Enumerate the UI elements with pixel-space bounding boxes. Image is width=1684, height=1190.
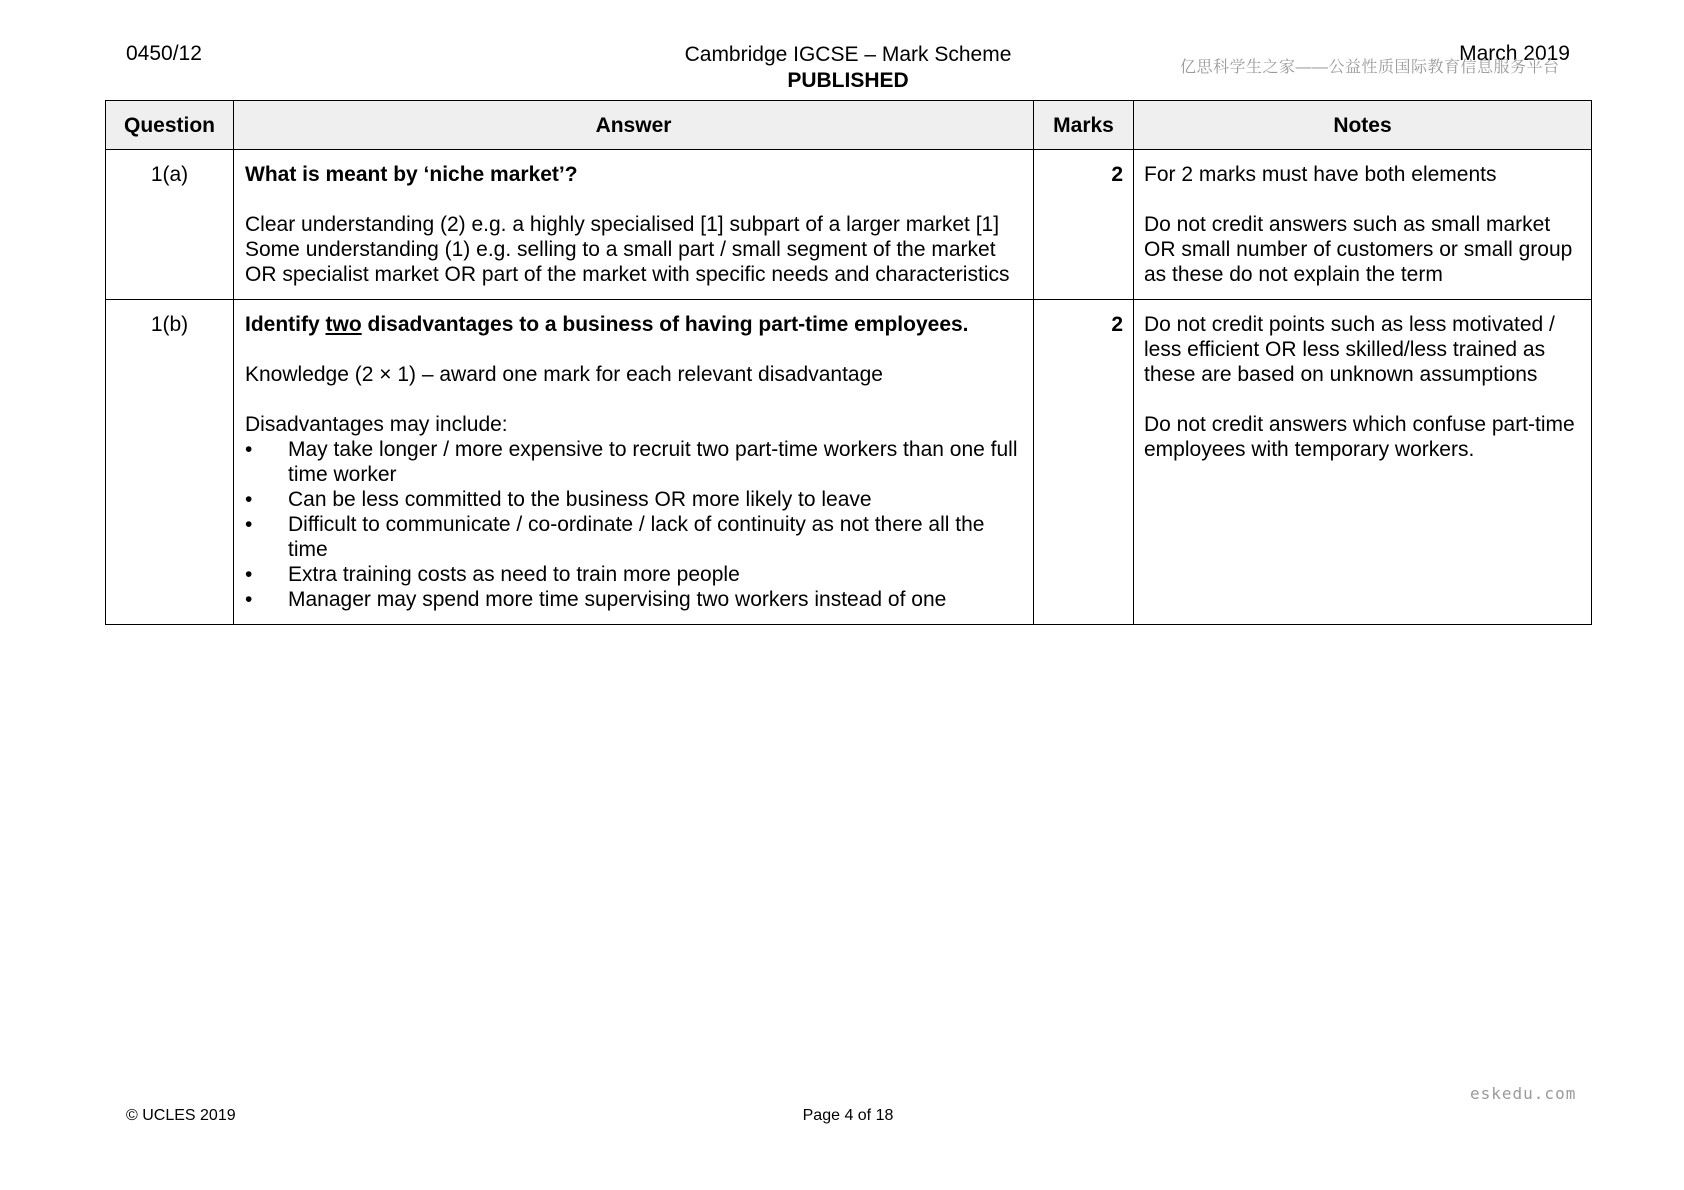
question-prompt — [245, 312, 1023, 337]
published-label: PUBLISHED — [787, 69, 909, 92]
answer-cell — [234, 300, 1034, 625]
watermark-top: 亿思科学生之家——公益性质国际教育信息服务平台 — [1180, 59, 1560, 76]
copyright: © UCLES 2019 — [126, 1107, 236, 1124]
question-prompt: What is meant by ‘niche market’? — [245, 163, 578, 186]
notes-cell — [1134, 150, 1592, 300]
list-item-text: Can be less committed to the business OR more likely to leave — [288, 488, 872, 511]
header-question: Question — [106, 101, 234, 150]
prompt-part: disadvantages to a business of having part-time employees. — [361, 313, 969, 336]
paper-code: 0450/12 — [126, 42, 202, 65]
watermark-bottom: eskedu.com — [1470, 1084, 1577, 1103]
bullet-icon: • — [245, 488, 253, 511]
table-row — [106, 300, 1592, 625]
list-item-text: May take longer / more expensive to recruit two part-time workers than one full time worker — [288, 438, 1018, 486]
document-title: Cambridge IGCSE – Mark Scheme — [684, 43, 1012, 66]
note-line: Do not credit answers such as small market OR small number of customers or small group as these do not explain the term — [1144, 213, 1573, 286]
prompt-part: Identify — [245, 313, 326, 336]
question-number: 1(b) — [106, 300, 234, 625]
list-item-text: Difficult to communicate / co-ordinate / lack of continuity as not there all the time — [288, 513, 985, 561]
bullet-icon: • — [245, 438, 253, 461]
list-item — [245, 562, 1023, 587]
question-number: 1(a) — [106, 150, 234, 300]
notes-cell — [1134, 300, 1592, 625]
knowledge-line: Knowledge (2 × 1) – award one mark for each relevant disadvantage — [245, 363, 883, 386]
table-row — [106, 150, 1592, 300]
answer-line: Clear understanding (2) e.g. a highly specialised [1] subpart of a larger market [1] — [245, 213, 1000, 236]
note-line: Do not credit answers which confuse part-time employees with temporary workers. — [1144, 413, 1575, 461]
bullet-icon: • — [245, 513, 253, 536]
bullet-icon: • — [245, 563, 253, 586]
disadvantages-list — [245, 437, 1023, 612]
mark-scheme-table — [105, 100, 1592, 625]
page-number: Page 4 of 18 — [802, 1107, 894, 1124]
table-header-row — [106, 101, 1592, 150]
answer-line: Some understanding (1) e.g. selling to a small part / small segment of the market OR specialist market OR part of the market with specific needs and characteristics — [245, 238, 1010, 286]
list-intro: Disadvantages may include: — [245, 413, 508, 436]
note-line: For 2 marks must have both elements — [1144, 163, 1497, 186]
list-item-text: Manager may spend more time supervising two workers instead of one — [288, 588, 947, 611]
note-line: Do not credit points such as less motivated / less efficient OR less skilled/less trained as these are based on unknown assumptions — [1144, 313, 1555, 386]
exam-date: March 2019 — [1459, 42, 1570, 65]
header-answer: Answer — [234, 101, 1034, 150]
document-title-block — [600, 42, 1096, 94]
header-marks: Marks — [1034, 101, 1134, 150]
marks-value: 2 — [1034, 150, 1134, 300]
header-notes: Notes — [1134, 101, 1592, 150]
list-item — [245, 512, 1023, 562]
answer-cell — [234, 150, 1034, 300]
list-item — [245, 587, 1023, 612]
marks-value: 2 — [1034, 300, 1134, 625]
list-item — [245, 437, 1023, 487]
list-item-text: Extra training costs as need to train more people — [288, 563, 740, 586]
bullet-icon: • — [245, 588, 253, 611]
prompt-emphasis: two — [325, 313, 362, 336]
list-item — [245, 487, 1023, 512]
